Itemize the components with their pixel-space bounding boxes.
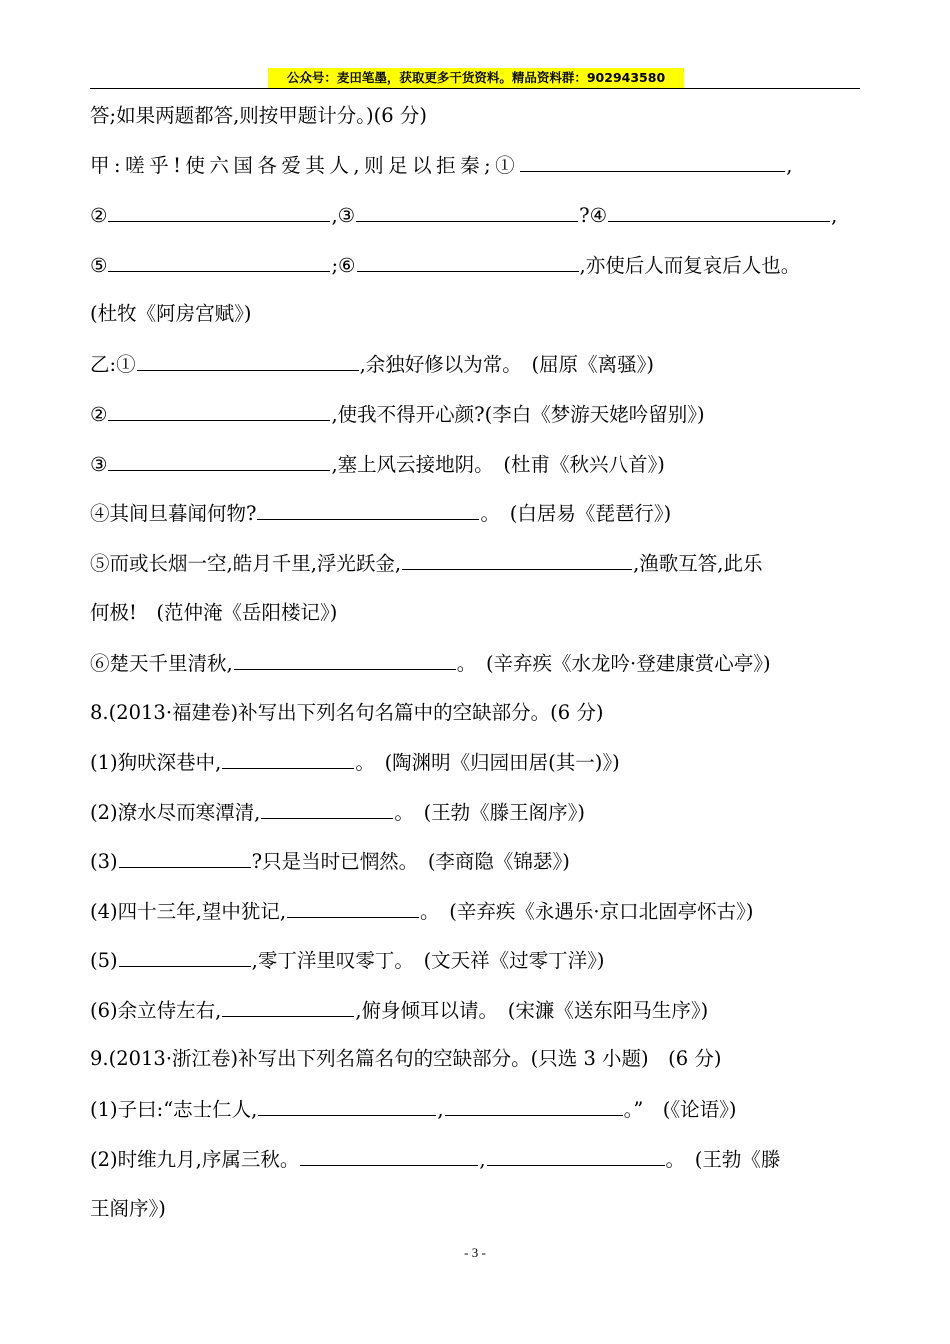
- circled-number: ②: [90, 204, 108, 227]
- line-text: ,塞上风云接地阴。 (杜甫《秋兴八首》): [331, 453, 665, 476]
- line-text: 乙:①: [90, 353, 136, 376]
- circled-number: ②: [90, 403, 108, 426]
- answer-blank[interactable]: [257, 497, 479, 520]
- line-text: 。 (王勃《滕: [665, 1148, 781, 1171]
- answer-blank[interactable]: [108, 249, 330, 272]
- text-line-10: [90, 547, 860, 579]
- line-text: ⑥楚天千里清秋,: [90, 652, 233, 675]
- text-line-4: [90, 249, 860, 281]
- line-text: 。 (王勃《滕王阁序》): [394, 801, 586, 824]
- punct: ,: [831, 204, 838, 227]
- line-text: 甲:嗟乎!使六国各爱其人,则足以拒秦;①: [90, 154, 520, 177]
- text-line-3: [90, 199, 860, 231]
- answer-blank[interactable]: [487, 1143, 665, 1166]
- answer-blank[interactable]: [445, 1093, 623, 1116]
- text-line-7: [90, 398, 860, 430]
- text-line-17: [90, 895, 860, 927]
- line-text: ⑤而或长烟一空,皓月千里,浮光跃金,: [90, 552, 402, 575]
- answer-blank[interactable]: [108, 448, 330, 471]
- line-text: 何极! (范仲淹《岳阳楼记》): [90, 601, 338, 624]
- header-banner: 公众号：麦田笔墨，获取更多干货资料。精品资料群：902943580: [268, 68, 684, 88]
- question-heading: 9.(2013·浙江卷)补写出下列名篇名句的空缺部分。(只选 3 小题) (6 分): [90, 1047, 722, 1070]
- line-text: (4)四十三年,望中犹记,: [90, 900, 287, 923]
- text-line-21: [90, 1093, 860, 1125]
- answer-blank[interactable]: [608, 199, 830, 222]
- line-text: ,俯身倾耳以请。 (宋濂《送东阳马生序》): [355, 999, 709, 1022]
- text-line-5: [90, 298, 860, 330]
- answer-blank[interactable]: [356, 199, 578, 222]
- punct: ,: [437, 1098, 444, 1121]
- circled-number: ;⑥: [331, 254, 356, 277]
- text-line-2: [90, 149, 860, 181]
- page-number: - 3 -: [464, 1245, 486, 1260]
- line-text: (1)子曰:“志士仁人,: [90, 1098, 258, 1121]
- text-line-6: [90, 348, 860, 380]
- answer-blank[interactable]: [520, 149, 785, 172]
- text-line-8: [90, 448, 860, 480]
- line-text: ,渔歌互答,此乐: [633, 552, 763, 575]
- header-rule: [90, 88, 860, 89]
- question-8-heading: [90, 697, 860, 729]
- answer-blank[interactable]: [234, 647, 456, 670]
- answer-blank[interactable]: [137, 348, 359, 371]
- line-text: (2)潦水尽而寒潭清,: [90, 801, 261, 824]
- line-text: ,余独好修以为常。 (屈原《离骚》): [359, 353, 654, 376]
- text-line-15: [90, 796, 860, 828]
- line-text: ?只是当时已惘然。 (李商隐《锦瑟》): [251, 850, 570, 873]
- answer-blank[interactable]: [222, 746, 354, 769]
- text-line-9: [90, 497, 860, 529]
- line-text: ,亦使后人而复哀后人也。: [579, 254, 801, 277]
- circled-number: ⑤: [90, 254, 108, 277]
- line-text: 王阁序》): [90, 1197, 166, 1220]
- line-text: (1)狗吠深巷中,: [90, 751, 222, 774]
- answer-blank[interactable]: [300, 1143, 478, 1166]
- line-text: (6)余立侍左右,: [90, 999, 222, 1022]
- text-line-12: [90, 647, 860, 679]
- line-text: 。 (辛弃疾《水龙吟·登建康赏心亭》): [456, 652, 771, 675]
- line-text: ,使我不得开心颜?(李白《梦游天姥吟留别》): [331, 403, 705, 426]
- line-text: 。 (白居易《琵琶行》): [480, 502, 672, 525]
- line-text: 。 (陶渊明《归园田居(其一)》): [355, 751, 620, 774]
- text-line-11: [90, 597, 860, 629]
- text-line-19: [90, 994, 860, 1026]
- line-text: 答;如果两题都答,则按甲题计分。)(6 分): [90, 104, 427, 127]
- text-line-22: [90, 1143, 860, 1175]
- line-text: ④其间旦暮闻何物?: [90, 502, 257, 525]
- answer-blank[interactable]: [261, 796, 393, 819]
- question-heading: 8.(2013·福建卷)补写出下列名句名篇中的空缺部分。(6 分): [90, 701, 604, 724]
- source-citation: (杜牧《阿房宫赋》): [90, 302, 252, 325]
- line-text: (2)时维九月,序属三秋。: [90, 1148, 300, 1171]
- text-line-1: [90, 100, 860, 132]
- circled-number: ③: [90, 453, 108, 476]
- line-text: ,零丁洋里叹零丁。 (文天祥《过零丁洋》): [251, 949, 605, 972]
- line-text: 。” (《论语》): [623, 1098, 737, 1121]
- line-text: (5): [90, 949, 118, 972]
- answer-blank[interactable]: [357, 249, 579, 272]
- line-text: (3): [90, 850, 118, 873]
- punct: ,: [786, 154, 793, 177]
- answer-blank[interactable]: [108, 199, 330, 222]
- punct: ,: [479, 1148, 486, 1171]
- answer-blank[interactable]: [287, 895, 419, 918]
- text-line-16: [90, 845, 860, 877]
- circled-number: ?④: [579, 204, 608, 227]
- line-text: 。 (辛弃疾《永遇乐·京口北固亭怀古》): [420, 900, 754, 923]
- answer-blank[interactable]: [222, 994, 354, 1017]
- text-line-23: [90, 1193, 860, 1225]
- circled-number: ,③: [331, 204, 356, 227]
- answer-blank[interactable]: [402, 547, 632, 570]
- answer-blank[interactable]: [108, 398, 330, 421]
- answer-blank[interactable]: [258, 1093, 436, 1116]
- answer-blank[interactable]: [119, 944, 251, 967]
- text-line-18: [90, 944, 860, 976]
- answer-blank[interactable]: [119, 845, 251, 868]
- text-line-14: [90, 746, 860, 778]
- question-9-heading: [90, 1043, 860, 1075]
